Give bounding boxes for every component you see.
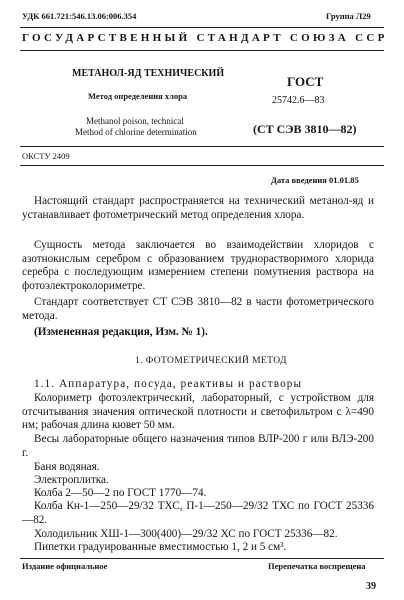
okstu-code: ОКСТУ 2409	[22, 151, 70, 161]
header-rule-top	[20, 27, 384, 28]
official-edition: Издание официальное	[22, 561, 108, 571]
udk-code: УДК 661.721:546.13.06:006.354	[22, 11, 137, 21]
document-title: МЕТАНОЛ-ЯД ТЕХНИЧЕСКИЙ	[72, 68, 225, 79]
footer-rule	[20, 558, 384, 559]
title-rule	[20, 146, 384, 147]
okstu-rule	[20, 165, 384, 166]
condenser-item: Холодильник ХШ-1—300(400)—29/32 ХС по ГОСТ 25336—82.	[34, 528, 338, 540]
introduction-date: Дата введения 01.01.85	[271, 175, 359, 185]
flask-item-2: Колба Кн-1—250—29/32 ТХС, П-1—250—29/32 ТХС по ГОСТ 25336—82.	[22, 500, 374, 526]
colorimeter-item: Колориметр фотоэлектрический, лабораторный, с устройством для отсчитывания значения оптической плотности и светофильтром с λ=490 нм; рабочая длина кювет 50 мм.	[22, 392, 374, 431]
title-english-2: Method of chlorine determination	[75, 127, 197, 137]
water-bath-item: Баня водяная.	[34, 461, 100, 473]
essence-paragraph: Сущность метода заключается во взаимодействии хлоридов с азотнокислым серебром с образованием труднорастворимого хлорида серебра с последующим измерением степени помутнения раствора на фотоэлектроколориметре.	[22, 239, 374, 292]
section-heading: 1. ФОТОМЕТРИЧЕСКИЙ МЕТОД	[135, 356, 287, 366]
scales-item: Весы лабораторные общего назначения типов ВЛР-200 г или ВЛЭ-200 г.	[22, 433, 374, 459]
reprint-prohibited: Перепечатка воспрещена	[268, 561, 366, 571]
amendment-note: (Измененная редакция, Изм. № 1).	[34, 326, 208, 338]
stove-item: Электроплитка.	[34, 474, 109, 486]
flask-item-1: Колба 2—50—2 по ГОСТ 1770—74.	[34, 487, 207, 499]
gost-number: 25742.6—83	[272, 95, 325, 106]
document-subtitle: Метод определения хлора	[88, 91, 188, 101]
header-rule-bottom	[20, 50, 384, 51]
scope-paragraph: Настоящий стандарт распространяется на технический метанол-яд и устанавливает фотометрический метод определения хлора.	[22, 195, 374, 221]
standard-org: ГОСУДАРСТВЕННЫЙ СТАНДАРТ СОЮЗА ССР	[22, 32, 388, 44]
title-english-1: Methanol poison, technical	[86, 116, 184, 126]
gost-label: ГОСТ	[287, 74, 324, 89]
pipettes-item: Пипетки градуированные вместимостью 1, 2 и 5 см³.	[34, 541, 287, 553]
section-subheading: 1.1. Аппаратура, посуда, реактивы и растворы	[34, 378, 303, 390]
compliance-paragraph: Стандарт соответствует СТ СЭВ 3810—82 в части фотометрического метода.	[22, 296, 374, 322]
page-number: 39	[366, 581, 376, 592]
st-sev-number: (СТ СЭВ 3810—82)	[253, 122, 357, 136]
group-code: Группа Л29	[326, 11, 371, 21]
